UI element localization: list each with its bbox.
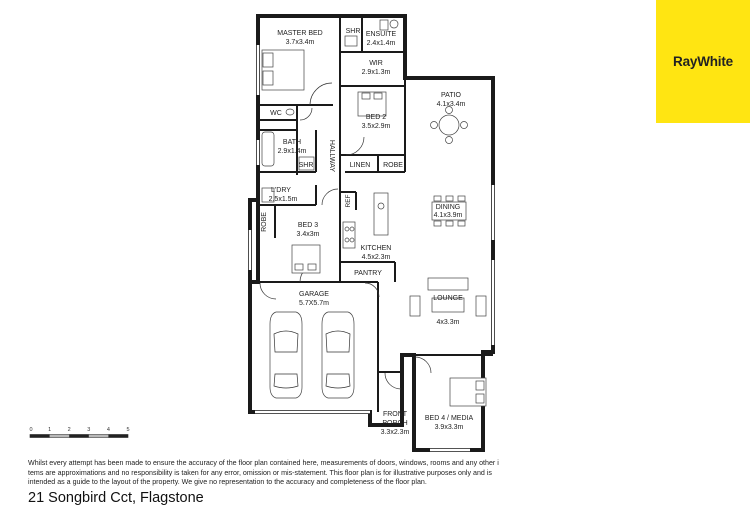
bath-size: 2.9x1.4m xyxy=(277,148,307,155)
wc-name: WC xyxy=(270,110,282,117)
brand-logo-panel xyxy=(656,0,750,123)
disclaimer xyxy=(28,459,728,488)
scale-tick-5: 5 xyxy=(126,427,130,433)
garage-name: GARAGE xyxy=(299,291,329,298)
ref-name: REF xyxy=(345,194,352,208)
wir-size: 2.9x1.3m xyxy=(361,69,391,76)
scale-tick-1: 1 xyxy=(48,427,52,433)
disclaimer-line: Whilst every attempt has been made to ensure the accuracy of the floor plan contained here, measurements of doors, windows, rooms and any other i xyxy=(28,459,499,467)
scale-tick-0: 0 xyxy=(29,427,33,433)
master-bed-name: MASTER BED xyxy=(277,30,323,37)
patio-name: PATIO xyxy=(441,92,461,99)
bed3-size: 3.4x3m xyxy=(296,231,320,238)
brand-logo: RayWhite xyxy=(673,54,733,69)
bed4-name: BED 4 / MEDIA xyxy=(424,415,474,422)
wir-name: WIR xyxy=(369,60,383,67)
bed3-name: BED 3 xyxy=(297,222,319,229)
scale-tick-2: 2 xyxy=(67,427,71,433)
disclaimer-line: tems are approximations and no responsibility is taken for any error, omission or mis-statement. This floor plan is for illustrative purposes only and is xyxy=(28,468,492,477)
pantry-name: PANTRY xyxy=(354,270,382,277)
disclaimer-line: intended as a guide to the layout of the property. We give no representation to the accuracy and completeness of the floor plan. xyxy=(28,478,427,487)
hallway-name: HALLWAY xyxy=(328,139,335,173)
porch-name-1: FRONT xyxy=(382,411,408,418)
shr2-name: SHR xyxy=(298,162,314,169)
bed2-name: BED 2 xyxy=(365,114,387,121)
linen-name: LINEN xyxy=(349,162,371,169)
scale-tick-4: 4 xyxy=(106,427,110,433)
robe2-name: ROBE xyxy=(261,212,268,232)
robe1-name: ROBE xyxy=(383,162,403,169)
porch-size: 3.3x2.3m xyxy=(380,429,410,436)
porch-name-2: PORCH xyxy=(382,420,408,427)
scale-bar xyxy=(29,427,129,438)
bed4-size: 3.9x3.3m xyxy=(434,424,464,431)
ldry-name: L'DRY xyxy=(271,187,291,194)
master-bed-size: 3.7x3.4m xyxy=(285,39,315,46)
ensuite-size: 2.4x1.4m xyxy=(366,40,396,47)
ensuite-name: ENSUITE xyxy=(365,31,397,38)
kitchen-size: 4.5x2.3m xyxy=(361,254,391,261)
dining-size: 4.1x3.9m xyxy=(433,212,463,219)
property-address: 21 Songbird Cct, Flagstone xyxy=(28,490,204,506)
shr1-name: SHR xyxy=(345,28,361,35)
bath-name: BATH xyxy=(282,139,302,146)
ldry-size: 2.5x1.5m xyxy=(268,196,298,203)
dining-name: DINING xyxy=(435,204,461,211)
lounge-name: LOUNGE xyxy=(433,295,463,302)
kitchen-name: KITCHEN xyxy=(360,245,392,252)
bed2-size: 3.5x2.9m xyxy=(361,123,391,130)
scale-tick-3: 3 xyxy=(87,427,91,433)
patio-size: 4.1x3.4m xyxy=(436,101,466,108)
garage-size: 5.7X5.7m xyxy=(299,300,329,307)
lounge-size: 4x3.3m xyxy=(436,319,460,326)
